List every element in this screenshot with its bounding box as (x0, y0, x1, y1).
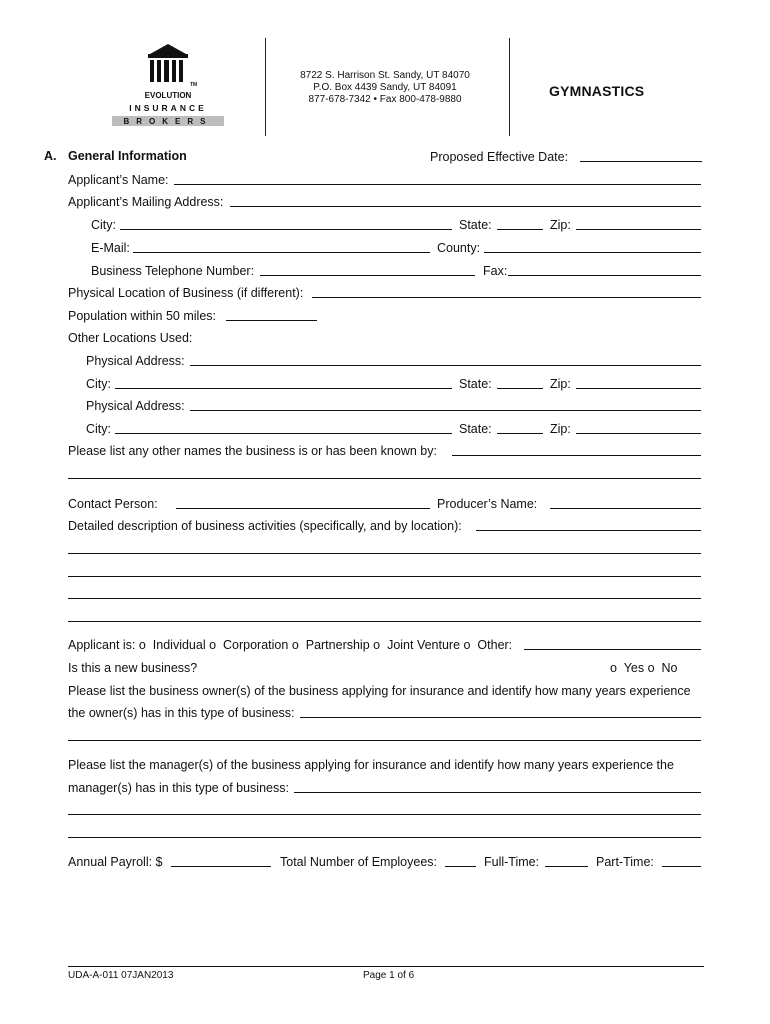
address-line-1: 8722 S. Harrison St. Sandy, UT 84070 (300, 70, 470, 81)
other-city-2-label: City: (86, 422, 111, 436)
individual-label: Individual (152, 638, 206, 652)
other-city-1-field[interactable] (115, 388, 452, 389)
address-line-2: P.O. Box 4439 Sandy, UT 84091 (313, 82, 457, 93)
other-city-1-label: City: (86, 377, 111, 391)
zip-field[interactable] (576, 229, 701, 230)
mailing-address-label: Applicant’s Mailing Address: (68, 195, 224, 209)
company-logo (104, 40, 232, 132)
fax-label: Fax: (483, 264, 508, 278)
producer-name-label: Producer’s Name: (437, 497, 538, 511)
managers-question-line-1: Please list the manager(s) of the business applying for insurance and identify how many years experience the (68, 758, 674, 772)
zip-label: Zip: (550, 218, 571, 232)
address-line-3: 877-678-7342 • Fax 800-478-9880 (308, 94, 462, 105)
other-physical-address-2-label: Physical Address: (86, 399, 185, 413)
logo-text-evolution: EVOLUTION (144, 91, 192, 100)
email-field[interactable] (133, 252, 430, 253)
other-physical-address-1-field[interactable] (190, 365, 701, 366)
applicant-type-row (68, 638, 512, 652)
physical-location-label: Physical Location of Business (if different): (68, 286, 304, 300)
other-city-2-field[interactable] (115, 433, 452, 434)
logo-text-brokers: BROKERS (123, 117, 213, 126)
new-business-label: Is this a new business? (68, 661, 198, 675)
total-employees-label: Total Number of Employees: (280, 855, 438, 869)
population-label: Population within 50 miles: (68, 309, 216, 323)
other-physical-address-1-label: Physical Address: (86, 354, 185, 368)
document-title: GYMNASTICS (549, 83, 645, 99)
individual-checkbox[interactable] (139, 638, 206, 652)
other-zip-1-field[interactable] (576, 388, 701, 389)
city-label: City: (91, 218, 116, 232)
physical-location-field[interactable] (312, 297, 701, 298)
header-divider-right (509, 38, 510, 136)
other-names-label: Please list any other names the business is or has been known by: (68, 444, 437, 458)
form-id: UDA-A-011 07JAN2013 (68, 970, 174, 981)
applicant-name-field[interactable] (174, 184, 701, 185)
owners-question-line-2: the owner(s) has in this type of business: (68, 706, 295, 720)
applicant-is-label: Applicant is: (68, 638, 136, 652)
joint-venture-checkbox[interactable] (373, 638, 460, 652)
owners-field-2[interactable] (68, 740, 701, 741)
business-phone-label: Business Telephone Number: (91, 264, 255, 278)
checkbox-icon: o (138, 638, 146, 652)
owners-question-line-1: Please list the business owner(s) of the business applying for insurance and identify how many years experience (68, 684, 691, 698)
state-label: State: (459, 218, 492, 232)
annual-payroll-label: Annual Payroll: $ (68, 855, 163, 869)
other-locations-label: Other Locations Used: (68, 331, 193, 345)
annual-payroll-field[interactable] (171, 866, 271, 867)
owners-field-1[interactable] (300, 717, 701, 718)
business-phone-field[interactable] (260, 275, 475, 276)
full-time-label: Full-Time: (484, 855, 540, 869)
business-description-label: Detailed description of business activities (specifically, and by location): (68, 519, 462, 533)
other-applicant-type-field[interactable] (524, 649, 701, 650)
other-physical-address-2-field[interactable] (190, 410, 701, 411)
other-checkbox[interactable] (464, 638, 513, 652)
corporation-checkbox[interactable] (209, 638, 288, 652)
section-title: General Information (68, 149, 187, 163)
managers-field-1[interactable] (294, 792, 701, 793)
county-field[interactable] (484, 252, 701, 253)
yes-checkbox[interactable] (610, 661, 644, 675)
email-label: E-Mail: (91, 241, 130, 255)
section-letter: A. (44, 149, 57, 163)
state-field[interactable] (497, 229, 543, 230)
no-label: No (661, 661, 678, 675)
total-employees-field[interactable] (445, 866, 476, 867)
page-number: Page 1 of 6 (363, 970, 415, 981)
checkbox-icon: o (291, 638, 299, 652)
other-state-1-label: State: (459, 377, 492, 391)
business-description-field-2[interactable] (68, 553, 701, 554)
partnership-label: Partnership (305, 638, 370, 652)
other-zip-2-label: Zip: (550, 422, 571, 436)
effective-date-label: Proposed Effective Date: (430, 150, 569, 164)
business-description-field-1[interactable] (476, 530, 701, 531)
business-description-field-3[interactable] (68, 576, 701, 577)
contact-person-field[interactable] (176, 508, 430, 509)
part-time-label: Part-Time: (596, 855, 654, 869)
managers-field-3[interactable] (68, 837, 701, 838)
partnership-checkbox[interactable] (292, 638, 370, 652)
fax-field[interactable] (508, 275, 701, 276)
county-label: County: (437, 241, 481, 255)
managers-question-line-2: manager(s) has in this type of business: (68, 781, 289, 795)
full-time-field[interactable] (545, 866, 588, 867)
logo-tm: TM (190, 82, 198, 88)
no-checkbox[interactable] (648, 661, 678, 675)
business-description-field-5[interactable] (68, 621, 701, 622)
address-block (290, 70, 480, 106)
checkbox-icon: o (610, 661, 617, 675)
checkbox-icon: o (373, 638, 381, 652)
contact-person-label: Contact Person: (68, 497, 158, 511)
city-field[interactable] (120, 229, 452, 230)
applicant-name-label: Applicant’s Name: (68, 173, 169, 187)
managers-field-2[interactable] (68, 814, 701, 815)
checkbox-icon: o (209, 638, 217, 652)
checkbox-icon: o (647, 661, 655, 675)
mailing-address-field[interactable] (230, 206, 701, 207)
joint-venture-label: Joint Venture (387, 638, 461, 652)
header-divider-left (265, 38, 266, 136)
effective-date-field[interactable] (580, 161, 702, 162)
other-names-field-1[interactable] (452, 455, 701, 456)
other-state-2-field[interactable] (497, 433, 543, 434)
other-zip-1-label: Zip: (550, 377, 571, 391)
other-state-1-field[interactable] (497, 388, 543, 389)
new-business-options (610, 661, 677, 675)
population-field[interactable] (226, 320, 317, 321)
other-names-field-2[interactable] (68, 478, 701, 479)
yes-label: Yes (623, 661, 645, 675)
business-description-field-4[interactable] (68, 598, 701, 599)
checkbox-icon: o (463, 638, 471, 652)
other-state-2-label: State: (459, 422, 492, 436)
producer-name-field[interactable] (550, 508, 701, 509)
logo-text-insurance: INSURANCE (129, 103, 207, 113)
other-label: Other: (477, 638, 513, 652)
corporation-label: Corporation (223, 638, 289, 652)
footer-rule (68, 966, 704, 967)
other-zip-2-field[interactable] (576, 433, 701, 434)
part-time-field[interactable] (662, 866, 701, 867)
